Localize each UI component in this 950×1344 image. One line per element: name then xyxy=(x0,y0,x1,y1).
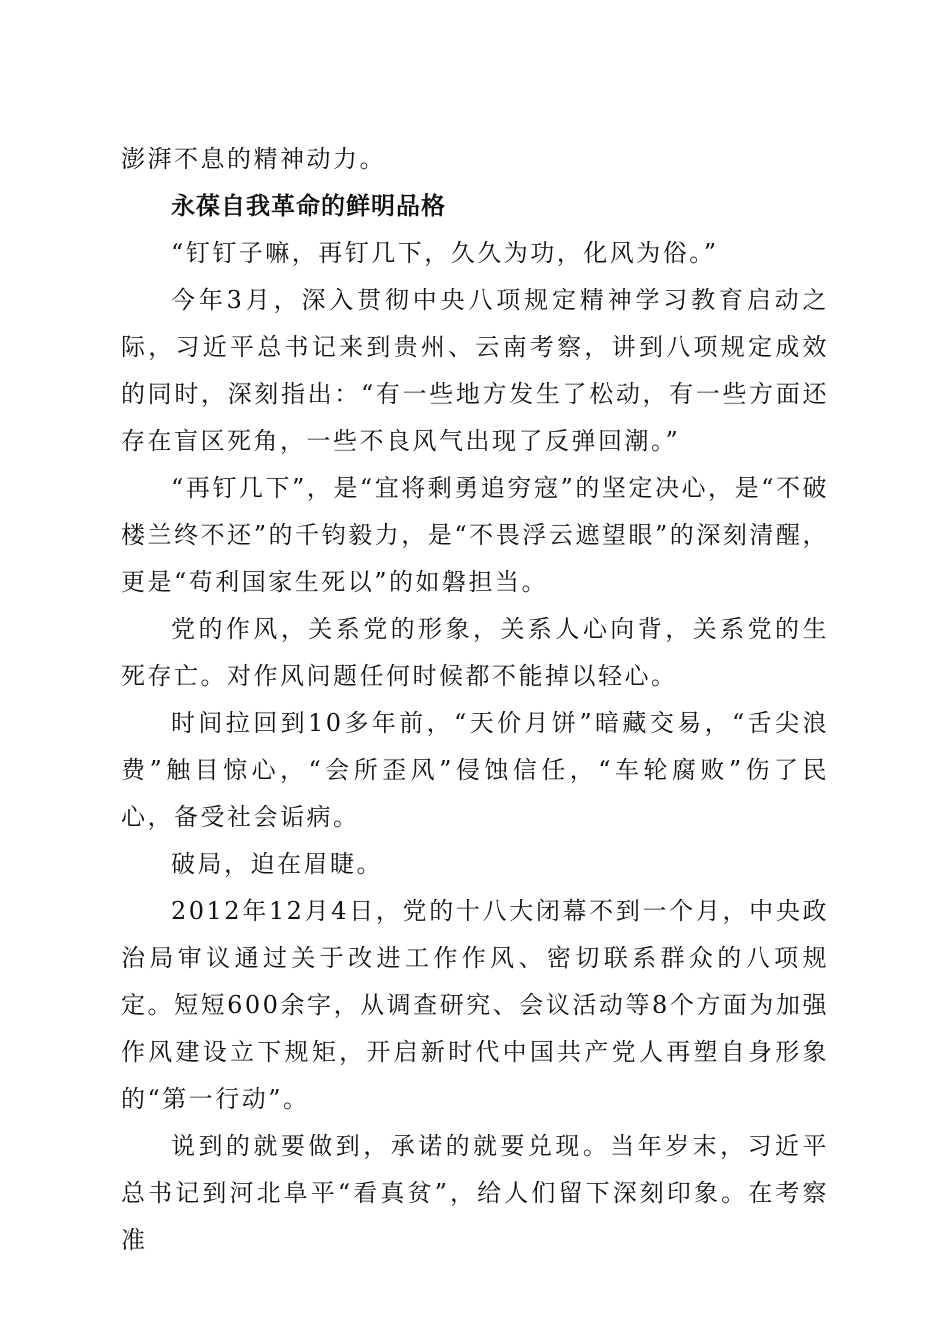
document-body xyxy=(121,136,829,1264)
paragraph: 2012年12月4日，党的十八大闭幕不到一个月，中央政治局审议通过关于改进工作作风、密切联系群众的八项规定。短短600余字，从调查研究、会议活动等8个方面为加强作风建设立下规矩，开启新时代中国共产党人再塑自身形象的“第一行动”。 xyxy=(121,897,829,1113)
paragraph-quote: “钉钉子嘛，再钉几下，久久为功，化风为俗。” xyxy=(171,239,719,267)
paragraph: “再钉几下”，是“宜将剩勇追穷寇”的坚定决心，是“不破楼兰终不还”的千钧毅力，是“不畏浮云遮望眼”的深刻清醒，更是“苟利国家生死以”的如磐担当。 xyxy=(121,474,829,596)
paragraph: 时间拉回到10多年前，“天价月饼”暗藏交易，“舌尖浪费”触目惊心，“会所歪风”侵蚀信任，“车轮腐败”伤了民心，备受社会诟病。 xyxy=(121,709,829,831)
paragraph: 破局，迫在眉睫。 xyxy=(171,850,383,878)
paragraph: 党的作风，关系党的形象，关系人心向背，关系党的生死存亡。对作风问题任何时候都不能掉以轻心。 xyxy=(121,615,829,690)
paragraph: 说到的就要做到，承诺的就要兑现。当年岁末，习近平总书记到河北阜平“看真贫”，给人们留下深刻印象。在考察准 xyxy=(121,1132,829,1254)
paragraph: 今年3月，深入贯彻中央八项规定精神学习教育启动之际，习近平总书记来到贵州、云南考察，讲到八项规定成效的同时，深刻指出：“有一些地方发生了松动，有一些方面还存在盲区死角，一些不良风气出现了反弹回潮。” xyxy=(121,286,829,455)
section-heading: 永葆自我革命的鲜明品格 xyxy=(171,192,446,220)
paragraph-continuation: 澎湃不息的精神动力。 xyxy=(121,145,386,173)
